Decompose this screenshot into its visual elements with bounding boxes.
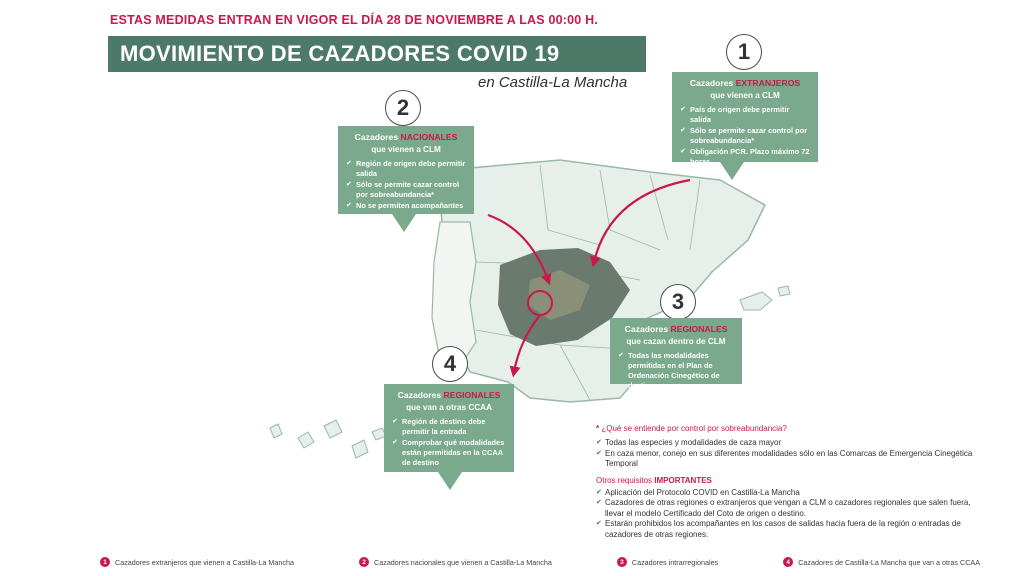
card-3-item: ✔ Todas las modalidades permitidas en el Plan de Ordenación Cinegético de destino (618, 351, 734, 391)
footer-item-3 (617, 557, 718, 567)
card-2-title-prefix: Cazadores (354, 132, 401, 142)
card-2-subtitle: que vienen a CLM (371, 144, 441, 154)
card-regionales-dentro (610, 318, 742, 390)
effective-date-line: ESTAS MEDIDAS ENTRAN EN VIGOR EL DÍA 28 DE NOVIEMBRE A LAS 00:00 H. (110, 13, 599, 27)
footer-number-4: 4 (783, 557, 793, 567)
card-2-title (346, 132, 466, 144)
card-4-pointer (438, 472, 462, 490)
card-1-number: 1 (726, 34, 762, 70)
question-item: ✔ Todas las especies y modalidades de caza mayor (596, 438, 986, 448)
card-1-title-highlight: EXTRANJEROS (735, 78, 801, 88)
footer-item-4 (783, 557, 980, 567)
card-extranjeros (672, 72, 818, 166)
other-requirements-list (596, 488, 986, 540)
sobreabundancia-question (596, 424, 986, 434)
footer-legend (100, 557, 980, 567)
footer-number-2: 2 (359, 557, 369, 567)
notes-panel (596, 424, 986, 540)
card-2-item: ✔ Sólo se permite cazar control por sobreabundancia* (346, 180, 466, 200)
question-text: ¿Qué se entiende por control por sobreabundancia? (601, 424, 787, 433)
card-4-subtitle: que van a otras CCAA (406, 402, 492, 412)
card-4-number: 4 (432, 346, 468, 382)
other-requirement-item: ✔ Estarán prohibidos los acompañantes en los casos de salidas hacia fuera de la región o entradas de cazadores de otras regiones. (596, 519, 986, 540)
card-3-list (618, 351, 734, 391)
card-regionales-fuera (384, 384, 514, 472)
card-2-number: 2 (385, 90, 421, 126)
card-1-title (680, 78, 810, 90)
other-requirement-item: ✔ Aplicación del Protocolo COVID en Castilla-La Mancha (596, 488, 986, 498)
other-requirements-heading (596, 476, 986, 486)
card-4-title-prefix: Cazadores (397, 390, 444, 400)
card-3-title-prefix: Cazadores (624, 324, 671, 334)
footer-item-1 (100, 557, 294, 567)
card-1-pointer (720, 162, 744, 180)
card-1-list (680, 105, 810, 167)
footer-label-3: Cazadores intrarregionales (631, 557, 719, 567)
main-title-text: MOVIMIENTO DE CAZADORES COVID 19 (120, 41, 560, 66)
footer-item-2 (359, 557, 552, 567)
card-4-title-highlight: REGIONALES (443, 390, 501, 400)
card-nacionales (338, 126, 474, 214)
card-2-title-highlight: NACIONALES (400, 132, 458, 142)
question-asterisk: * (596, 424, 600, 433)
footer-label-2: Cazadores nacionales que vienen a Castilla-La Mancha (374, 557, 552, 567)
other-highlight: IMPORTANTES (654, 475, 712, 485)
card-2-item: ✔ Región de origen debe permitir salida (346, 159, 466, 179)
card-1-item: ✔ Sólo se permite cazar control por sobreabundancia* (680, 126, 810, 146)
card-4-item: ✔ Región de destino debe permitir la entrada (392, 417, 506, 437)
card-1-item: ✔ País de origen debe permitir salida (680, 105, 810, 125)
footer-label-1: Cazadores extranjeros que vienen a Castilla-La Mancha (115, 557, 294, 567)
card-3-title-highlight: REGIONALES (670, 324, 728, 334)
card-4-item: ✔ Comprobar qué modalidades están permitidas en la CCAA de destino (392, 438, 506, 468)
other-prefix: Otros requisitos (596, 475, 655, 485)
footer-number-3: 3 (617, 557, 627, 567)
other-requirement-item: ✔ Cazadores de otras regiones o extranjeros que vengan a CLM o cazadores regionales que salen fuera, llevar el modelo Certificado del Coto de origen o destino. (596, 498, 986, 519)
footer-label-4: Cazadores de Castilla-La Mancha que van a otras CCAA (798, 557, 980, 567)
question-list (596, 438, 986, 469)
card-3-number: 3 (660, 284, 696, 320)
card-3-subtitle: que cazan dentro de CLM (626, 336, 726, 346)
balearic-islands (740, 292, 772, 310)
card-4-title (392, 390, 506, 402)
card-2-pointer (392, 214, 416, 232)
subtitle: en Castilla-La Mancha (478, 74, 628, 91)
card-3-title (618, 324, 734, 336)
card-2-list (346, 159, 466, 211)
card-1-item: ✔ Obligación PCR. Plazo máximo 72 horas (680, 147, 810, 167)
card-4-list (392, 417, 506, 468)
card-2-item: ✔ No se permiten acompañantes (346, 201, 466, 211)
card-1-title-prefix: Cazadores (689, 78, 736, 88)
footer-number-1: 1 (100, 557, 110, 567)
question-item: ✔ En caza menor, conejo en sus diferentes modalidades sólo en las Comarcas de Emergencia Cinegética Temporal (596, 449, 986, 470)
card-1-subtitle: que vienen a CLM (710, 90, 780, 100)
